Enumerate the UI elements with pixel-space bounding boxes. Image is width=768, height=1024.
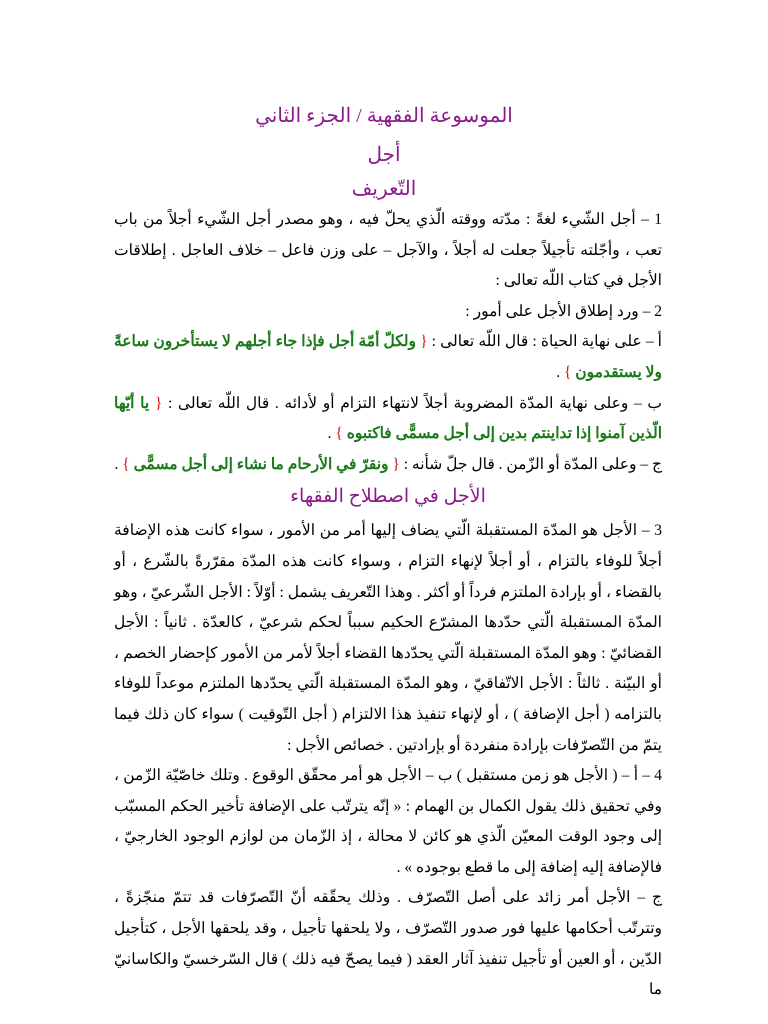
- quran-verse: يا أيّها الّذين آمنوا إذا تداينتم بدين إلى أجل مسمًّى فاكتبوه: [114, 394, 662, 443]
- paragraph-3c-text: ج – وعلى المدّة أو الزّمن . قال جلّ شأنه :: [399, 455, 662, 473]
- paragraph-6: ج – الأجل أمر زائد على أصل التّصرّف . وذلك يحقّقه أنّ التّصرّفات قد تتمّ منجّزةً ، وتترتّب أحكامها عليها فور صدور التّصرّف ، ولا يلحقها تأجيل ، وقد يلحقها الأجل ، كتأجيل الدّين ، أو العين أو تأجيل تنفيذ آثار العقد ( فيما يصحّ فيه ذلك ) قال السّرخسيّ والكاسانيّ ما: [114, 889, 662, 999]
- paragraph-1: 1 – أجل الشّيء لغةً : مدّته ووقته الّذي يحلّ فيه ، وهو مصدر أجل الشّيء أجلاً من باب تعب ، وأجّلته تأجيلاً جعلت له أجلاً ، والآجل – على وزن فاعل – خلاف العاجل . إطلاقات الأجل في كتاب اللّه تعالى :: [114, 211, 662, 290]
- paragraph-3b-text: ب – وعلى نهاية المدّة المضروبة أجلاً لانتهاء التزام أو لأدائه . قال اللّه تعالى :: [162, 394, 662, 412]
- paragraph-3a: [114, 327, 662, 388]
- open-brace: {: [392, 455, 400, 473]
- paragraph-3c: [114, 450, 662, 481]
- paragraph-3a-text: أ – على نهاية الحياة : قال اللّه تعالى :: [427, 333, 662, 351]
- quran-verse: ونقرّ في الأرحام ما نشاء إلى أجل مسمًّى: [129, 455, 393, 473]
- close-brace: }: [563, 363, 572, 381]
- section-heading-definition: التّعريف: [351, 178, 417, 200]
- paragraph-3a-end: .: [556, 363, 564, 381]
- section-heading-terminology: الأجل في اصطلاح الفقهاء: [290, 486, 486, 508]
- paragraph-3b: [114, 389, 662, 450]
- open-brace: {: [420, 333, 428, 351]
- encyclopedia-title: الموسوعة الفقهية / الجزء الثاني: [255, 105, 513, 127]
- paragraph-3c-end: .: [114, 455, 123, 473]
- paragraph-5: 4 – أ – ( الأجل هو زمن مستقبل ) ب – الأجل هو أمر محقّق الوقوع . وتلك خاصّيّة الزّمن ، وفي تحقيق ذلك يقول الكمال بن الهمام : « إنّه يترتّب على الإضافة تأخير الحكم المسبّب إلى وجود الوقت المعيّن الّذي هو كائن لا محالة ، إذ الزّمان من لوازم الوجود الخارجيّ ، فالإضافة إليه إضافة إلى ما قطع بوجوده » .: [114, 767, 662, 876]
- quran-verse: ولكلّ أمّة أجل فإذا جاء أجلهم لا يستأخرون ساعةً ولا يستقدمون: [114, 333, 662, 381]
- paragraph-3b-end: .: [327, 425, 336, 443]
- paragraph-4: 3 – الأجل هو المدّة المستقبلة الّتي يضاف إليها أمر من الأمور ، سواء كانت هذه الإضافة أجلاً للوفاء بالتزام ، أو أجلاً لإنهاء التزام ، وسواء كانت هذه المدّة مقرّرةً بالشّرع ، أو بالقضاء ، أو بإرادة الملتزم فرداً أو أكثر . وهذا التّعريف يشمل : أوّلاً : الأجل الشّرعيّ ، وهو المدّة المستقبلة الّتي حدّدها المشرّع الحكيم سبباً لحكم شرعيّ ، كالعدّة . ثانياً : الأجل القضائيّ : وهو المدّة المستقبلة الّتي يحدّدها القضاء أجلاً لأمر من الأمور كإحضار الخصم ، أو البيّنة . ثالثاً : الأجل الاتّفاقيّ ، وهو المدّة المستقبلة الّتي يحدّدها الملتزم موعداً للوفاء بالتزامه ( أجل الإضافة ) ، أو لإنهاء تنفيذ هذا الالتزام ( أجل التّوقيت ) سواء كان ذلك فيما يتمّ من التّصرّفات بإرادة منفردة أو بإرادتين . خصائص الأجل :: [114, 522, 662, 754]
- close-brace: }: [122, 455, 130, 473]
- close-brace: }: [335, 425, 343, 443]
- open-brace: {: [154, 394, 163, 412]
- paragraph-2: 2 – ورد إطلاق الأجل على أمور :: [465, 302, 662, 320]
- entry-title: أجل: [367, 144, 401, 166]
- article-body: [114, 205, 662, 1006]
